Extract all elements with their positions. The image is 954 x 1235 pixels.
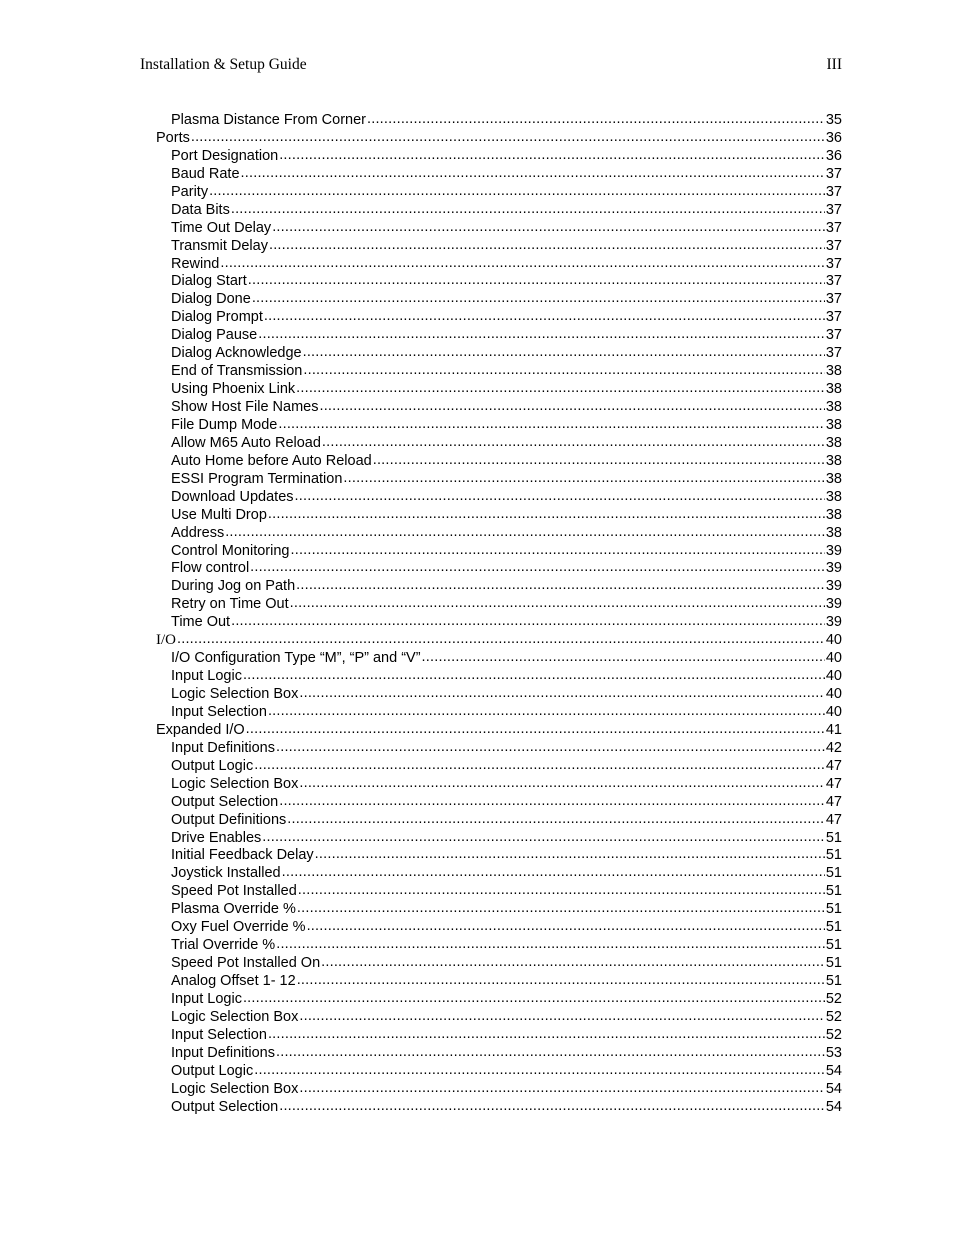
toc-entry-page: 39 bbox=[825, 596, 842, 613]
toc-entry[interactable] bbox=[156, 309, 842, 327]
toc-entry[interactable] bbox=[156, 830, 842, 848]
toc-entry-label: Output Logic bbox=[171, 757, 254, 774]
toc-entry-page: 37 bbox=[825, 309, 842, 326]
toc-entry-page: 38 bbox=[825, 452, 842, 469]
toc-entry-label: During Jog on Path bbox=[171, 578, 296, 595]
toc-entry[interactable] bbox=[156, 399, 842, 417]
toc-entry-label: Output Selection bbox=[171, 1098, 279, 1115]
toc-entry[interactable] bbox=[156, 973, 842, 991]
toc-entry[interactable] bbox=[156, 184, 842, 202]
toc-entry-page: 38 bbox=[825, 363, 842, 380]
toc-entry[interactable] bbox=[156, 865, 842, 883]
toc-entry-page: 51 bbox=[825, 847, 842, 864]
toc-entry[interactable] bbox=[156, 238, 842, 256]
toc-dot-leader bbox=[248, 273, 825, 290]
toc-dot-leader bbox=[191, 130, 825, 147]
toc-dot-leader bbox=[264, 309, 825, 326]
toc-dot-leader bbox=[252, 291, 825, 308]
toc-entry-label: Dialog Start bbox=[171, 273, 247, 290]
toc-dot-leader bbox=[343, 471, 824, 488]
toc-dot-leader bbox=[268, 1027, 825, 1044]
toc-entry-label: Speed Pot Installed bbox=[171, 883, 297, 900]
toc-entry[interactable] bbox=[156, 291, 842, 309]
toc-entry-label: I/O Configuration Type “M”, “P” and “V” bbox=[171, 650, 421, 667]
toc-entry[interactable] bbox=[156, 148, 842, 166]
toc-dot-leader bbox=[279, 794, 825, 811]
toc-entry-label: Ports bbox=[156, 129, 190, 146]
toc-dot-leader bbox=[272, 220, 825, 237]
toc-dot-leader bbox=[290, 543, 824, 560]
toc-entry[interactable] bbox=[156, 758, 842, 776]
toc-dot-leader bbox=[322, 435, 825, 452]
toc-entry-page: 37 bbox=[825, 255, 842, 272]
toc-dot-leader bbox=[299, 1009, 825, 1026]
toc-dot-leader bbox=[276, 937, 825, 954]
toc-entry-page: 40 bbox=[825, 668, 842, 685]
toc-entry[interactable] bbox=[156, 632, 842, 650]
toc-entry[interactable] bbox=[156, 668, 842, 686]
toc-entry[interactable] bbox=[156, 220, 842, 238]
toc-entry-label: Logic Selection Box bbox=[171, 775, 299, 792]
toc-entry-label: Show Host File Names bbox=[171, 399, 319, 415]
toc-entry[interactable] bbox=[156, 883, 842, 901]
page-header bbox=[140, 56, 842, 76]
toc-entry-label: Auto Home before Auto Reload bbox=[171, 452, 372, 469]
toc-entry-label: Input Definitions bbox=[171, 1044, 275, 1061]
toc-entry-label: End of Transmission bbox=[171, 363, 303, 380]
toc-entry-page: 51 bbox=[825, 973, 842, 989]
toc-entry[interactable] bbox=[156, 202, 842, 220]
toc-entry-page: 37 bbox=[825, 183, 842, 200]
toc-entry[interactable] bbox=[156, 686, 842, 704]
toc-entry[interactable] bbox=[156, 740, 842, 758]
toc-entry[interactable] bbox=[156, 453, 842, 471]
toc-entry-page: 39 bbox=[825, 614, 842, 631]
toc-entry[interactable] bbox=[156, 776, 842, 794]
toc-entry-label: Time Out bbox=[171, 614, 231, 631]
toc-dot-leader bbox=[279, 1099, 825, 1116]
toc-dot-leader bbox=[307, 919, 825, 936]
toc-dot-leader bbox=[250, 560, 825, 577]
toc-dot-leader bbox=[287, 812, 825, 829]
toc-dot-leader bbox=[422, 650, 825, 667]
toc-entry-label: Address bbox=[171, 524, 225, 541]
toc-entry[interactable] bbox=[156, 256, 842, 274]
toc-entry-label: Expanded I/O bbox=[156, 721, 245, 738]
toc-entry-page: 51 bbox=[825, 919, 842, 936]
toc-entry[interactable] bbox=[156, 847, 842, 865]
toc-entry-label: Dialog Prompt bbox=[171, 309, 263, 326]
toc-entry-label: Baud Rate bbox=[171, 165, 240, 182]
toc-dot-leader bbox=[295, 489, 825, 506]
toc-dot-leader bbox=[254, 1063, 825, 1080]
toc-entry-page: 54 bbox=[825, 1080, 842, 1097]
toc-entry[interactable] bbox=[156, 327, 842, 345]
toc-entry-label: Speed Pot Installed On bbox=[171, 955, 321, 972]
toc-dot-leader bbox=[276, 740, 825, 757]
toc-entry-label: File Dump Mode bbox=[171, 416, 278, 433]
toc-entry-page: 40 bbox=[825, 686, 842, 702]
toc-dot-leader bbox=[299, 776, 825, 793]
toc-entry-page: 37 bbox=[825, 237, 842, 254]
toc-entry[interactable] bbox=[156, 560, 842, 578]
toc-entry-label: Dialog Acknowledge bbox=[171, 345, 302, 362]
toc-entry-page: 51 bbox=[825, 937, 842, 954]
toc-entry-page: 37 bbox=[825, 201, 842, 218]
toc-entry-page: 38 bbox=[825, 381, 842, 398]
toc-entry[interactable] bbox=[156, 1099, 842, 1117]
toc-entry-page: 38 bbox=[825, 434, 842, 451]
page-number: III bbox=[826, 56, 842, 73]
toc-entry-label: Logic Selection Box bbox=[171, 686, 299, 702]
toc-entry[interactable] bbox=[156, 1009, 842, 1027]
toc-entry-page: 36 bbox=[825, 147, 842, 164]
toc-entry[interactable] bbox=[156, 130, 842, 148]
table-of-contents bbox=[156, 112, 842, 1117]
toc-dot-leader bbox=[373, 453, 825, 470]
toc-entry[interactable] bbox=[156, 525, 842, 543]
toc-entry[interactable] bbox=[156, 543, 842, 561]
toc-entry[interactable] bbox=[156, 112, 842, 130]
toc-entry-label: Analog Offset 1- 12 bbox=[171, 973, 296, 989]
toc-entry[interactable] bbox=[156, 596, 842, 614]
toc-dot-leader bbox=[243, 668, 825, 685]
toc-entry[interactable] bbox=[156, 794, 842, 812]
toc-entry-page: 39 bbox=[825, 578, 842, 595]
toc-entry-label: Input Selection bbox=[171, 1026, 267, 1043]
toc-entry-page: 51 bbox=[825, 829, 842, 846]
toc-entry-label: Joystick Installed bbox=[171, 865, 281, 882]
toc-entry[interactable] bbox=[156, 166, 842, 184]
toc-entry-label: Download Updates bbox=[171, 488, 294, 505]
toc-dot-leader bbox=[246, 722, 825, 739]
toc-dot-leader bbox=[297, 973, 825, 990]
toc-entry[interactable] bbox=[156, 614, 842, 632]
toc-entry-page: 52 bbox=[825, 1026, 842, 1043]
toc-entry[interactable] bbox=[156, 722, 842, 740]
toc-entry-page: 37 bbox=[825, 165, 842, 182]
toc-entry-label: Using Phoenix Link bbox=[171, 381, 296, 398]
toc-dot-leader bbox=[319, 399, 824, 416]
toc-dot-leader bbox=[315, 847, 825, 864]
toc-dot-leader bbox=[296, 578, 825, 595]
toc-entry-label: Trial Override % bbox=[171, 937, 276, 954]
toc-dot-leader bbox=[297, 901, 825, 918]
toc-dot-leader bbox=[177, 632, 825, 649]
toc-dot-leader bbox=[298, 883, 825, 900]
toc-entry-page: 52 bbox=[825, 990, 842, 1007]
toc-dot-leader bbox=[231, 614, 825, 631]
document-title: Installation & Setup Guide bbox=[140, 56, 307, 73]
toc-entry-label: Plasma Distance From Corner bbox=[171, 112, 366, 128]
toc-dot-leader bbox=[209, 184, 825, 201]
toc-dot-leader bbox=[299, 686, 825, 703]
toc-entry-label: Allow M65 Auto Reload bbox=[171, 434, 321, 451]
toc-dot-leader bbox=[231, 202, 825, 219]
toc-dot-leader bbox=[303, 363, 824, 380]
toc-dot-leader bbox=[243, 991, 825, 1008]
toc-dot-leader bbox=[254, 758, 825, 775]
toc-entry-page: 54 bbox=[825, 1098, 842, 1115]
toc-entry[interactable] bbox=[156, 1081, 842, 1099]
toc-dot-leader bbox=[290, 596, 825, 613]
toc-entry-page: 51 bbox=[825, 865, 842, 882]
toc-entry[interactable] bbox=[156, 471, 842, 489]
toc-entry[interactable] bbox=[156, 650, 842, 668]
toc-entry[interactable] bbox=[156, 901, 842, 919]
toc-dot-leader bbox=[241, 166, 825, 183]
toc-entry[interactable] bbox=[156, 1045, 842, 1063]
toc-entry-page: 37 bbox=[825, 273, 842, 290]
toc-entry-label: Plasma Override % bbox=[171, 901, 296, 918]
toc-entry-label: Input Selection bbox=[171, 703, 267, 720]
toc-entry-page: 40 bbox=[825, 650, 842, 667]
toc-entry-page: 39 bbox=[825, 542, 842, 559]
toc-dot-leader bbox=[269, 238, 825, 255]
toc-entry-label: Retry on Time Out bbox=[171, 596, 289, 613]
toc-entry-label: Output Definitions bbox=[171, 811, 287, 828]
toc-entry-label: Initial Feedback Delay bbox=[171, 847, 314, 864]
toc-entry-page: 37 bbox=[825, 219, 842, 236]
toc-dot-leader bbox=[367, 112, 825, 129]
toc-entry[interactable] bbox=[156, 991, 842, 1009]
toc-entry-label: Output Logic bbox=[171, 1062, 254, 1079]
toc-entry-page: 52 bbox=[825, 1008, 842, 1025]
toc-entry[interactable] bbox=[156, 1063, 842, 1081]
toc-entry-page: 41 bbox=[825, 721, 842, 738]
toc-entry-label: Flow control bbox=[171, 560, 250, 577]
toc-dot-leader bbox=[321, 955, 825, 972]
toc-entry-label: Dialog Pause bbox=[171, 327, 258, 344]
toc-entry-page: 47 bbox=[825, 757, 842, 774]
toc-entry-page: 39 bbox=[825, 560, 842, 577]
toc-entry-label: Data Bits bbox=[171, 201, 230, 218]
toc-entry-label: ESSI Program Termination bbox=[171, 470, 343, 487]
toc-dot-leader bbox=[268, 507, 825, 524]
toc-entry[interactable] bbox=[156, 1027, 842, 1045]
toc-dot-leader bbox=[296, 381, 825, 398]
toc-entry-page: 37 bbox=[825, 345, 842, 362]
toc-dot-leader bbox=[268, 704, 825, 721]
toc-entry-page: 47 bbox=[825, 793, 842, 810]
toc-entry-page: 38 bbox=[825, 524, 842, 541]
toc-entry-page: 40 bbox=[825, 703, 842, 720]
toc-entry-label: Output Selection bbox=[171, 793, 279, 810]
toc-dot-leader bbox=[276, 1045, 825, 1062]
toc-entry-label: Time Out Delay bbox=[171, 219, 272, 236]
toc-dot-leader bbox=[303, 345, 825, 362]
toc-entry[interactable] bbox=[156, 937, 842, 955]
toc-entry-label: Rewind bbox=[171, 255, 220, 272]
toc-entry-label: Logic Selection Box bbox=[171, 1080, 299, 1097]
toc-entry[interactable] bbox=[156, 363, 842, 381]
toc-entry[interactable] bbox=[156, 381, 842, 399]
toc-dot-leader bbox=[282, 865, 825, 882]
toc-dot-leader bbox=[262, 830, 825, 847]
toc-entry-page: 51 bbox=[825, 955, 842, 972]
toc-entry-page: 47 bbox=[825, 775, 842, 792]
toc-entry[interactable] bbox=[156, 417, 842, 435]
toc-entry-label: Use Multi Drop bbox=[171, 506, 267, 523]
toc-dot-leader bbox=[225, 525, 825, 542]
toc-entry-page: 38 bbox=[825, 488, 842, 505]
toc-entry[interactable] bbox=[156, 578, 842, 596]
toc-dot-leader bbox=[278, 417, 824, 434]
toc-entry-label: Port Designation bbox=[171, 147, 279, 164]
toc-entry[interactable] bbox=[156, 489, 842, 507]
toc-entry[interactable] bbox=[156, 919, 842, 937]
toc-entry-page: 38 bbox=[825, 470, 842, 487]
toc-entry[interactable] bbox=[156, 435, 842, 453]
toc-entry-page: 54 bbox=[825, 1062, 842, 1079]
toc-entry[interactable] bbox=[156, 273, 842, 291]
toc-dot-leader bbox=[279, 148, 825, 165]
toc-entry-label: Control Monitoring bbox=[171, 542, 290, 559]
toc-dot-leader bbox=[220, 256, 825, 273]
toc-entry[interactable] bbox=[156, 955, 842, 973]
toc-entry-page: 51 bbox=[825, 883, 842, 900]
toc-entry[interactable] bbox=[156, 345, 842, 363]
toc-entry-page: 36 bbox=[825, 129, 842, 146]
toc-entry[interactable] bbox=[156, 812, 842, 830]
toc-entry-label: Input Logic bbox=[171, 990, 242, 1007]
toc-dot-leader bbox=[258, 327, 825, 344]
toc-entry-label: Parity bbox=[171, 183, 209, 200]
toc-entry-label: Logic Selection Box bbox=[171, 1008, 299, 1025]
toc-entry-page: 37 bbox=[825, 327, 842, 344]
toc-entry-label: Input Definitions bbox=[171, 739, 275, 756]
toc-entry-label: I/O bbox=[156, 632, 176, 649]
toc-entry-page: 42 bbox=[825, 739, 842, 756]
toc-entry[interactable] bbox=[156, 704, 842, 722]
toc-entry-label: Oxy Fuel Override % bbox=[171, 919, 306, 936]
toc-entry[interactable] bbox=[156, 507, 842, 525]
toc-entry-label: Transmit Delay bbox=[171, 237, 268, 254]
toc-entry-page: 37 bbox=[825, 291, 842, 308]
toc-entry-label: Input Logic bbox=[171, 668, 242, 685]
toc-entry-page: 53 bbox=[825, 1044, 842, 1061]
toc-entry-page: 38 bbox=[825, 506, 842, 523]
toc-entry-page: 47 bbox=[825, 811, 842, 828]
toc-entry-page: 38 bbox=[825, 416, 842, 433]
toc-entry-page: 38 bbox=[825, 399, 842, 415]
toc-entry-label: Dialog Done bbox=[171, 291, 251, 308]
toc-entry-page: 40 bbox=[825, 632, 842, 649]
toc-entry-page: 51 bbox=[825, 901, 842, 918]
toc-entry-page: 35 bbox=[825, 112, 842, 128]
toc-dot-leader bbox=[299, 1081, 825, 1098]
toc-entry-label: Drive Enables bbox=[171, 829, 262, 846]
